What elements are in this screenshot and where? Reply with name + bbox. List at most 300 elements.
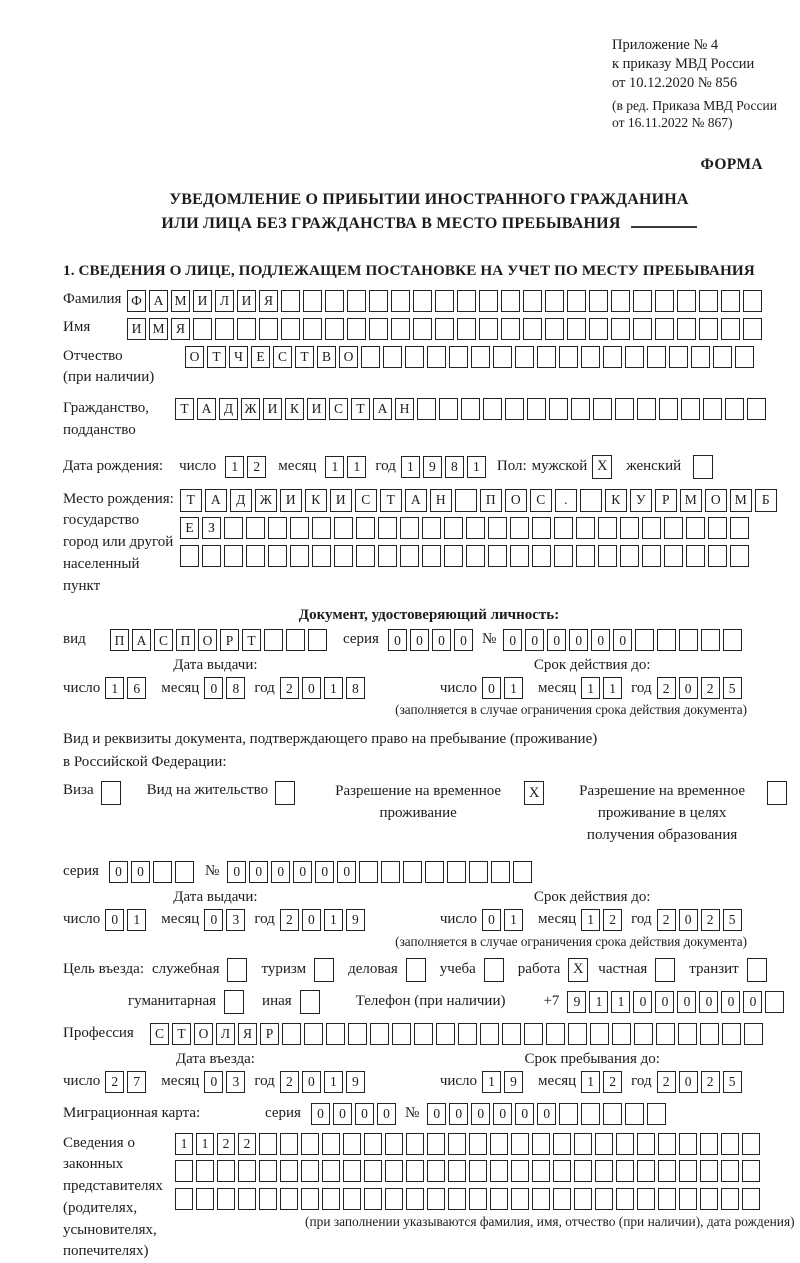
char-cell[interactable]: [511, 1133, 529, 1155]
char-cell[interactable]: [286, 629, 305, 651]
char-cell[interactable]: 2: [603, 1071, 622, 1093]
char-cell[interactable]: [301, 1188, 319, 1210]
char-cell[interactable]: 0: [432, 629, 451, 651]
char-cell[interactable]: 0: [515, 1103, 534, 1125]
char-cell[interactable]: [633, 318, 652, 340]
char-cell[interactable]: [549, 398, 568, 420]
char-cell[interactable]: В: [317, 346, 336, 368]
char-cell[interactable]: [501, 318, 520, 340]
char-cell[interactable]: С: [150, 1023, 169, 1045]
char-cell[interactable]: [581, 346, 600, 368]
char-cell[interactable]: [620, 545, 639, 567]
char-cell[interactable]: [510, 545, 529, 567]
char-cell[interactable]: 7: [127, 1071, 146, 1093]
char-cell[interactable]: 1: [603, 677, 622, 699]
char-cell[interactable]: [268, 517, 287, 539]
char-cell[interactable]: [347, 290, 366, 312]
char-cell[interactable]: [616, 1160, 634, 1182]
char-cell[interactable]: [656, 1023, 675, 1045]
char-cell[interactable]: [664, 545, 683, 567]
char-cell[interactable]: [238, 1160, 256, 1182]
char-cell[interactable]: [721, 1160, 739, 1182]
char-cell[interactable]: 2: [701, 909, 720, 931]
char-cell[interactable]: [725, 398, 744, 420]
char-cell[interactable]: [202, 545, 221, 567]
char-cell[interactable]: [364, 1160, 382, 1182]
char-cell[interactable]: [444, 545, 463, 567]
char-cell[interactable]: [334, 517, 353, 539]
char-cell[interactable]: К: [285, 398, 304, 420]
char-cell[interactable]: [524, 1023, 543, 1045]
char-cell[interactable]: [427, 346, 446, 368]
char-cell[interactable]: [537, 346, 556, 368]
char-cell[interactable]: [590, 1023, 609, 1045]
char-cell[interactable]: [511, 1160, 529, 1182]
temp-residence-checkbox[interactable]: X: [524, 781, 544, 805]
char-cell[interactable]: [742, 1160, 760, 1182]
char-cell[interactable]: Л: [216, 1023, 235, 1045]
char-cell[interactable]: [469, 1133, 487, 1155]
char-cell[interactable]: С: [273, 346, 292, 368]
char-cell[interactable]: [334, 545, 353, 567]
char-cell[interactable]: [721, 1188, 739, 1210]
char-cell[interactable]: [403, 861, 422, 883]
char-cell[interactable]: [699, 290, 718, 312]
char-cell[interactable]: [637, 1133, 655, 1155]
char-cell[interactable]: 0: [569, 629, 588, 651]
char-cell[interactable]: [347, 318, 366, 340]
char-cell[interactable]: [490, 1160, 508, 1182]
char-cell[interactable]: [611, 318, 630, 340]
char-cell[interactable]: 0: [333, 1103, 352, 1125]
char-cell[interactable]: [312, 517, 331, 539]
char-cell[interactable]: [417, 398, 436, 420]
char-cell[interactable]: [657, 629, 676, 651]
char-cell[interactable]: [308, 629, 327, 651]
char-cell[interactable]: [679, 1133, 697, 1155]
char-cell[interactable]: О: [198, 629, 217, 651]
char-cell[interactable]: [422, 517, 441, 539]
char-cell[interactable]: 0: [503, 629, 522, 651]
char-cell[interactable]: Ж: [255, 489, 277, 512]
purpose-business-checkbox[interactable]: [406, 958, 426, 982]
char-cell[interactable]: [598, 545, 617, 567]
char-cell[interactable]: [765, 991, 784, 1013]
char-cell[interactable]: 1: [401, 456, 420, 478]
char-cell[interactable]: 0: [679, 677, 698, 699]
char-cell[interactable]: [385, 1188, 403, 1210]
char-cell[interactable]: А: [197, 398, 216, 420]
char-cell[interactable]: [493, 346, 512, 368]
char-cell[interactable]: [559, 1103, 578, 1125]
char-cell[interactable]: [722, 1023, 741, 1045]
purpose-humanitarian-checkbox[interactable]: [224, 990, 244, 1014]
char-cell[interactable]: [612, 1023, 631, 1045]
char-cell[interactable]: [304, 1023, 323, 1045]
char-cell[interactable]: [669, 346, 688, 368]
char-cell[interactable]: [427, 1133, 445, 1155]
char-cell[interactable]: [554, 517, 573, 539]
char-cell[interactable]: [571, 398, 590, 420]
char-cell[interactable]: [488, 517, 507, 539]
char-cell[interactable]: [742, 1188, 760, 1210]
char-cell[interactable]: 0: [271, 861, 290, 883]
char-cell[interactable]: 6: [127, 677, 146, 699]
char-cell[interactable]: [175, 861, 194, 883]
char-cell[interactable]: 0: [721, 991, 740, 1013]
char-cell[interactable]: [471, 346, 490, 368]
char-cell[interactable]: А: [405, 489, 427, 512]
char-cell[interactable]: [593, 398, 612, 420]
char-cell[interactable]: [568, 1023, 587, 1045]
char-cell[interactable]: [215, 318, 234, 340]
char-cell[interactable]: Т: [172, 1023, 191, 1045]
char-cell[interactable]: 0: [743, 991, 762, 1013]
char-cell[interactable]: [303, 318, 322, 340]
char-cell[interactable]: С: [355, 489, 377, 512]
char-cell[interactable]: [598, 517, 617, 539]
char-cell[interactable]: 5: [723, 909, 742, 931]
char-cell[interactable]: 0: [679, 909, 698, 931]
char-cell[interactable]: [658, 1188, 676, 1210]
char-cell[interactable]: М: [171, 290, 190, 312]
char-cell[interactable]: [343, 1133, 361, 1155]
char-cell[interactable]: [658, 1160, 676, 1182]
char-cell[interactable]: О: [194, 1023, 213, 1045]
char-cell[interactable]: 0: [591, 629, 610, 651]
char-cell[interactable]: Н: [430, 489, 452, 512]
sex-female-checkbox[interactable]: [693, 455, 713, 479]
char-cell[interactable]: 3: [226, 1071, 245, 1093]
char-cell[interactable]: [361, 346, 380, 368]
char-cell[interactable]: [567, 318, 586, 340]
char-cell[interactable]: 0: [449, 1103, 468, 1125]
char-cell[interactable]: 1: [324, 909, 343, 931]
char-cell[interactable]: К: [605, 489, 627, 512]
char-cell[interactable]: [595, 1188, 613, 1210]
char-cell[interactable]: [378, 545, 397, 567]
char-cell[interactable]: [730, 517, 749, 539]
char-cell[interactable]: П: [480, 489, 502, 512]
char-cell[interactable]: О: [705, 489, 727, 512]
char-cell[interactable]: 0: [410, 629, 429, 651]
char-cell[interactable]: [700, 1188, 718, 1210]
char-cell[interactable]: [413, 318, 432, 340]
char-cell[interactable]: Д: [230, 489, 252, 512]
char-cell[interactable]: 0: [204, 909, 223, 931]
char-cell[interactable]: [721, 318, 740, 340]
char-cell[interactable]: [457, 318, 476, 340]
char-cell[interactable]: Я: [171, 318, 190, 340]
char-cell[interactable]: [700, 1160, 718, 1182]
char-cell[interactable]: [224, 545, 243, 567]
char-cell[interactable]: [721, 290, 740, 312]
char-cell[interactable]: [425, 861, 444, 883]
char-cell[interactable]: [635, 629, 654, 651]
char-cell[interactable]: [708, 545, 727, 567]
char-cell[interactable]: [532, 1133, 550, 1155]
char-cell[interactable]: [343, 1160, 361, 1182]
char-cell[interactable]: [447, 861, 466, 883]
char-cell[interactable]: [457, 290, 476, 312]
char-cell[interactable]: [448, 1160, 466, 1182]
char-cell[interactable]: [280, 1133, 298, 1155]
char-cell[interactable]: [501, 290, 520, 312]
char-cell[interactable]: 0: [337, 861, 356, 883]
char-cell[interactable]: [490, 1188, 508, 1210]
char-cell[interactable]: 0: [388, 629, 407, 651]
char-cell[interactable]: [385, 1133, 403, 1155]
purpose-study-checkbox[interactable]: [484, 958, 504, 982]
char-cell[interactable]: [701, 629, 720, 651]
char-cell[interactable]: [625, 346, 644, 368]
char-cell[interactable]: [595, 1160, 613, 1182]
char-cell[interactable]: А: [149, 290, 168, 312]
char-cell[interactable]: Л: [215, 290, 234, 312]
char-cell[interactable]: [325, 318, 344, 340]
char-cell[interactable]: О: [339, 346, 358, 368]
char-cell[interactable]: [435, 290, 454, 312]
char-cell[interactable]: 0: [699, 991, 718, 1013]
char-cell[interactable]: [677, 318, 696, 340]
char-cell[interactable]: [620, 517, 639, 539]
char-cell[interactable]: Н: [395, 398, 414, 420]
char-cell[interactable]: [448, 1188, 466, 1210]
char-cell[interactable]: [647, 1103, 666, 1125]
char-cell[interactable]: [700, 1023, 719, 1045]
char-cell[interactable]: П: [110, 629, 129, 651]
char-cell[interactable]: [567, 290, 586, 312]
char-cell[interactable]: 0: [204, 1071, 223, 1093]
char-cell[interactable]: Т: [380, 489, 402, 512]
char-cell[interactable]: 0: [482, 677, 501, 699]
char-cell[interactable]: [264, 629, 283, 651]
char-cell[interactable]: 0: [525, 629, 544, 651]
char-cell[interactable]: 9: [346, 909, 365, 931]
char-cell[interactable]: [348, 1023, 367, 1045]
char-cell[interactable]: [466, 545, 485, 567]
char-cell[interactable]: [259, 1160, 277, 1182]
char-cell[interactable]: [180, 545, 199, 567]
char-cell[interactable]: 2: [247, 456, 266, 478]
char-cell[interactable]: [356, 517, 375, 539]
char-cell[interactable]: 0: [311, 1103, 330, 1125]
char-cell[interactable]: Р: [655, 489, 677, 512]
char-cell[interactable]: [469, 1188, 487, 1210]
char-cell[interactable]: [461, 398, 480, 420]
char-cell[interactable]: Р: [260, 1023, 279, 1045]
char-cell[interactable]: [580, 489, 602, 512]
char-cell[interactable]: [326, 1023, 345, 1045]
char-cell[interactable]: [553, 1133, 571, 1155]
char-cell[interactable]: Ф: [127, 290, 146, 312]
char-cell[interactable]: М: [730, 489, 752, 512]
char-cell[interactable]: 0: [471, 1103, 490, 1125]
char-cell[interactable]: Т: [207, 346, 226, 368]
char-cell[interactable]: [479, 318, 498, 340]
char-cell[interactable]: [743, 290, 762, 312]
char-cell[interactable]: [290, 517, 309, 539]
char-cell[interactable]: [723, 629, 742, 651]
char-cell[interactable]: [713, 346, 732, 368]
char-cell[interactable]: [449, 346, 468, 368]
char-cell[interactable]: [655, 318, 674, 340]
purpose-work-checkbox[interactable]: X: [568, 958, 588, 982]
char-cell[interactable]: [369, 290, 388, 312]
char-cell[interactable]: [615, 398, 634, 420]
char-cell[interactable]: [545, 318, 564, 340]
char-cell[interactable]: [480, 1023, 499, 1045]
char-cell[interactable]: [581, 1103, 600, 1125]
char-cell[interactable]: [527, 398, 546, 420]
char-cell[interactable]: 2: [105, 1071, 124, 1093]
char-cell[interactable]: 0: [227, 861, 246, 883]
char-cell[interactable]: [439, 398, 458, 420]
char-cell[interactable]: 5: [723, 1071, 742, 1093]
purpose-private-checkbox[interactable]: [655, 958, 675, 982]
char-cell[interactable]: [488, 545, 507, 567]
char-cell[interactable]: 0: [679, 1071, 698, 1093]
char-cell[interactable]: [589, 290, 608, 312]
char-cell[interactable]: 9: [423, 456, 442, 478]
char-cell[interactable]: [414, 1023, 433, 1045]
char-cell[interactable]: [679, 629, 698, 651]
char-cell[interactable]: 1: [589, 991, 608, 1013]
char-cell[interactable]: [589, 318, 608, 340]
char-cell[interactable]: Р: [220, 629, 239, 651]
char-cell[interactable]: [554, 545, 573, 567]
char-cell[interactable]: [383, 346, 402, 368]
char-cell[interactable]: [574, 1188, 592, 1210]
char-cell[interactable]: [625, 1103, 644, 1125]
char-cell[interactable]: И: [280, 489, 302, 512]
char-cell[interactable]: [576, 517, 595, 539]
char-cell[interactable]: [730, 545, 749, 567]
char-cell[interactable]: [469, 1160, 487, 1182]
char-cell[interactable]: [677, 290, 696, 312]
char-cell[interactable]: [237, 318, 256, 340]
char-cell[interactable]: [378, 517, 397, 539]
char-cell[interactable]: [435, 318, 454, 340]
char-cell[interactable]: [642, 517, 661, 539]
char-cell[interactable]: [381, 861, 400, 883]
char-cell[interactable]: [686, 545, 705, 567]
char-cell[interactable]: [385, 1160, 403, 1182]
char-cell[interactable]: 1: [504, 677, 523, 699]
char-cell[interactable]: [322, 1188, 340, 1210]
char-cell[interactable]: Я: [238, 1023, 257, 1045]
char-cell[interactable]: 1: [581, 909, 600, 931]
char-cell[interactable]: [721, 1133, 739, 1155]
char-cell[interactable]: [513, 861, 532, 883]
char-cell[interactable]: [603, 346, 622, 368]
char-cell[interactable]: [455, 489, 477, 512]
char-cell[interactable]: [515, 346, 534, 368]
char-cell[interactable]: [523, 318, 542, 340]
char-cell[interactable]: [427, 1188, 445, 1210]
char-cell[interactable]: [686, 517, 705, 539]
char-cell[interactable]: 0: [547, 629, 566, 651]
char-cell[interactable]: [637, 1160, 655, 1182]
char-cell[interactable]: [576, 545, 595, 567]
char-cell[interactable]: И: [127, 318, 146, 340]
char-cell[interactable]: [193, 318, 212, 340]
char-cell[interactable]: 1: [347, 456, 366, 478]
char-cell[interactable]: [744, 1023, 763, 1045]
char-cell[interactable]: [322, 1133, 340, 1155]
char-cell[interactable]: [196, 1160, 214, 1182]
char-cell[interactable]: [708, 517, 727, 539]
char-cell[interactable]: [246, 517, 265, 539]
char-cell[interactable]: [343, 1188, 361, 1210]
char-cell[interactable]: 9: [346, 1071, 365, 1093]
char-cell[interactable]: 9: [504, 1071, 523, 1093]
char-cell[interactable]: 1: [175, 1133, 193, 1155]
char-cell[interactable]: 8: [226, 677, 245, 699]
char-cell[interactable]: [246, 545, 265, 567]
char-cell[interactable]: М: [680, 489, 702, 512]
char-cell[interactable]: [703, 398, 722, 420]
char-cell[interactable]: Ж: [241, 398, 260, 420]
char-cell[interactable]: [153, 861, 172, 883]
char-cell[interactable]: [532, 545, 551, 567]
char-cell[interactable]: [642, 545, 661, 567]
char-cell[interactable]: [364, 1188, 382, 1210]
char-cell[interactable]: [391, 290, 410, 312]
char-cell[interactable]: [392, 1023, 411, 1045]
char-cell[interactable]: 5: [723, 677, 742, 699]
char-cell[interactable]: С: [154, 629, 173, 651]
char-cell[interactable]: [217, 1160, 235, 1182]
char-cell[interactable]: Д: [219, 398, 238, 420]
char-cell[interactable]: [322, 1160, 340, 1182]
char-cell[interactable]: [679, 1188, 697, 1210]
char-cell[interactable]: И: [330, 489, 352, 512]
char-cell[interactable]: 2: [238, 1133, 256, 1155]
char-cell[interactable]: Ч: [229, 346, 248, 368]
char-cell[interactable]: О: [185, 346, 204, 368]
char-cell[interactable]: [595, 1133, 613, 1155]
char-cell[interactable]: [637, 398, 656, 420]
char-cell[interactable]: Т: [242, 629, 261, 651]
char-cell[interactable]: 0: [302, 1071, 321, 1093]
char-cell[interactable]: [281, 318, 300, 340]
char-cell[interactable]: [681, 398, 700, 420]
char-cell[interactable]: 1: [127, 909, 146, 931]
char-cell[interactable]: 2: [657, 909, 676, 931]
char-cell[interactable]: [574, 1133, 592, 1155]
char-cell[interactable]: Е: [180, 517, 199, 539]
char-cell[interactable]: С: [329, 398, 348, 420]
char-cell[interactable]: 0: [677, 991, 696, 1013]
char-cell[interactable]: Т: [351, 398, 370, 420]
char-cell[interactable]: [553, 1188, 571, 1210]
char-cell[interactable]: [406, 1160, 424, 1182]
char-cell[interactable]: [647, 346, 666, 368]
char-cell[interactable]: [511, 1188, 529, 1210]
char-cell[interactable]: Т: [180, 489, 202, 512]
char-cell[interactable]: [491, 861, 510, 883]
char-cell[interactable]: И: [307, 398, 326, 420]
char-cell[interactable]: [427, 1160, 445, 1182]
char-cell[interactable]: 1: [504, 909, 523, 931]
char-cell[interactable]: 0: [493, 1103, 512, 1125]
char-cell[interactable]: [290, 545, 309, 567]
char-cell[interactable]: 0: [302, 909, 321, 931]
residence-permit-checkbox[interactable]: [275, 781, 295, 805]
char-cell[interactable]: [444, 517, 463, 539]
char-cell[interactable]: 8: [346, 677, 365, 699]
